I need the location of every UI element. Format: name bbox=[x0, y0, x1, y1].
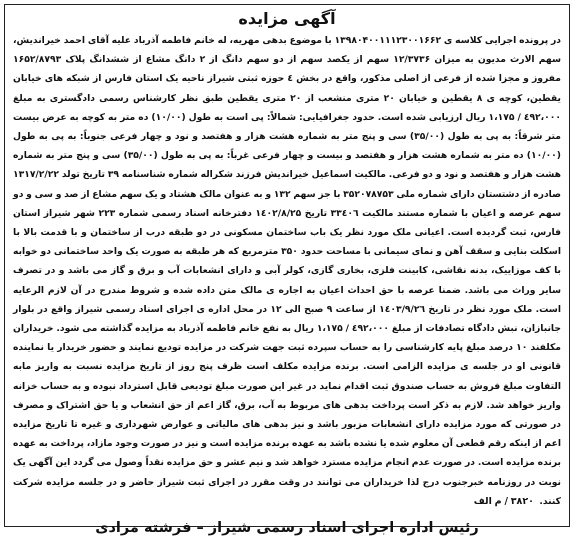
notice-body bbox=[13, 31, 561, 511]
notice-reference-number: ۳۸۲۰ / م الف bbox=[473, 495, 534, 507]
notice-title: آگهی مزایده bbox=[238, 9, 336, 28]
notice-frame bbox=[4, 4, 570, 537]
notice-signature: رئیس اداره اجرای اسناد رسمی شیراز – فرشته مرادی bbox=[95, 520, 479, 537]
notice-body-text: در پرونده اجرایی کلاسه ی ۱۳۹۸۰۴۰۰۱۱۱۲۳۰۰۱۶۶۲ با موضوع بدهی مهریه، له خانم فاطمه آذرباد علیه آقای احمد خیراندیش، سهم الارث مدیون به میزان ۱۲/۳۷۳۶ سهم از یکصد سهم از دو سهم دانگ از ۲ دانگ مشاع از ششدانگ پلاک ۱۶۵۲/۸۷۹۳ مفروز و مجزا شده از فرعی از اصلی مذکور، واقع در بخش ٤ حوزه ثبتی شیراز ناحیه یک استان فارس از شبکه های خیابان یقطین، کوچه ی ۸ یقطین و خیابان ۲۰ متری منشعب از ۲۰ متری یقطین طبق نظر کارشناس رسمی دادگستری به مبلغ ٤۹۲،۰۰۰ / ۱،۱۷۵ ریال ارزیابی شده است. حدود جغرافیایی: شمالاً: پی است به طول (۱۰/۰۰) ده متر به کوچه به عرض بیست متر شرقاً: به پی به طول (۳۵/۰۰) سی و پنج متر به شماره هشت هزار و هفتصد و نود و چهار فرعی جنوباً: به پی به طول (۱۰/۰۰) ده متر به شماره هشت هزار و هفتصد و بیست و چهار فرعی غرباً: به پی به طول (۳۵/۰۰) سی و پنج متر به شماره هشت هزار و هفتصد و نود و دو فرعی. مالکیت اسماعیل خیراندیش فرزند شکراله شماره شناسنامه ۳۹ تاریخ تولد ۱۳۱۷/۲/۲۲ صادره از دشتستان دارای شماره ملی ۳۵۲۰۷۸۷۵۳ با جز سهم ۱۳۲ و به عنوان مالک هشتاد و یک سهم مشاع از صد و سی و دو سهم عرصه و اعیان با شماره مستند مالکیت ۳۳٤۰٦ تاریخ ۱٤۰۲/۸/۲۵ دفترخانه اسناد رسمی شماره ۲۲۳ شهر شیراز استان فارس، ثبت گردیده است. اعیانی ملک مورد نظر یک باب ساختمان مسکونی در دو طبقه درب از ساختمان و با قدمت بالا با اسکلت بنایی و سقف آهن و نمای سیمانی با مساحت حدود ۳۵۰ مترمربع که هر طبقه به صورت یک واحد ساختمانی دو خوابه با کف موزاییک، بدنه نقاشی، کابینت فلزی، بخاری گازی، کولر آبی و دارای انشعابات آب و برق و گاز می باشد و در تصرف سایر وراث می باشد. ضمنا عرصه با حق احداث اعیان به اجاره ی مالک متن داده شده و شروط مندرج در آن لازم الرعایه است. ملک مورد نظر در تاریخ ۱٤۰۳/۹/۲٦ از ساعت ۹ صبح الی ۱۲ در محل اداره ی اجرای اسناد رسمی شیراز واقع در بلوار جانبازان، نبش دادگاه تصادفات از مبلغ ٤۹۲،۰۰۰ / ۱،۱۷۵ ریال به نفع خانم فاطمه آذرباد به مزایده گذاشته می شود. خریداران مکلفند ۱۰ درصد مبلغ پایه کارشناسی را به حساب سپرده ثبت جهت شرکت در مزایده تودیع نمایند و حضور خریدار یا نماینده قانونی او در جلسه ی مزایده الزامی است. برنده مزایده مکلف است ظرف پنج روز از تاریخ مزایده نسبت به واریز مابه التفاوت مبلغ فروش به حساب صندوق ثبت اقدام نماید در غیر این صورت مبلغ تودیعی قابل استرداد نبوده و به حساب خزانه واریز خواهد شد. لازم به ذکر است پرداخت بدهی های مربوط به آب، برق، گاز اعم از حق انشعاب و یا حق اشتراک و مصرف در صورتی که مورد مزایده دارای انشعابات مزبور باشد و نیز بدهی های مالیاتی و عوارض شهرداری و غیره تا تاریخ مزایده اعم از اینکه رقم قطعی آن معلوم شده یا نشده باشد به عهده برنده مزایده است و نیز در صورت وجود مازاد، پرداخت به عهده برنده مزایده است. در صورت عدم انجام مزایده مسترد خواهد شد و نیم عشر و حق مزایده نقداً وصول می گردد این آگهی یک نوبت در روزنامه خبرجنوب درج لذا خریداران می توانند در وقت مقرر در اجرای ثبت شیراز حاضر و در جلسه مزایده شرکت کنند. bbox=[13, 35, 562, 507]
